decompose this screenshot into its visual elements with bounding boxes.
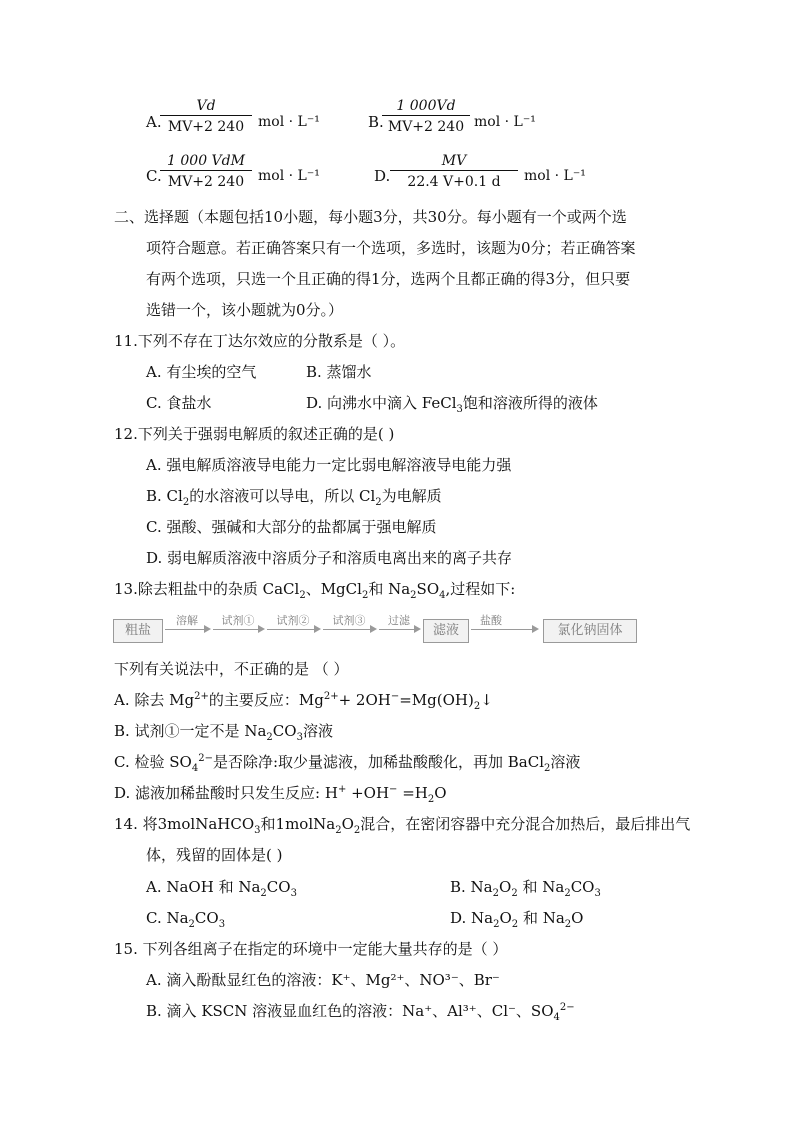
question-15-option-a: A. 滴入酚酞显红色的溶液：K⁺、Mg²⁺、NO³⁻、Br⁻: [146, 971, 500, 989]
question-11-option-a: A. 有尘埃的空气: [146, 363, 257, 381]
flow-arrow: [165, 629, 209, 630]
flow-step-label: 试剂①: [221, 614, 255, 627]
flow-arrow: [379, 629, 419, 630]
flow-step-label: 试剂③: [332, 614, 366, 627]
section-heading-line-2: 项符合题意。若正确答案只有一个选项，多选时，该题为0分；若正确答案: [146, 239, 636, 257]
unit: mol · L⁻¹: [524, 168, 586, 184]
flow-box-end: 氯化钠固体: [543, 619, 637, 643]
flow-box-filtrate: 滤液: [423, 619, 469, 643]
fraction-denominator: MV+2 240: [160, 115, 252, 136]
question-12-stem: 12.下列关于强弱电解质的叙述正确的是( ): [114, 425, 395, 443]
option-label: A.: [146, 113, 162, 131]
question-11-stem: 11.下列不存在丁达尔效应的分散系是（ ）。: [114, 332, 406, 350]
question-12-option-d: D. 弱电解质溶液中溶质分子和溶质电离出来的离子共存: [146, 549, 513, 567]
question-14-stem-line-1: 14. 将3molNaHCO$_3$和$1molNa_2O_2$混合，在密闭容器中充分混合加热后，最后排出气: [114, 815, 691, 836]
flow-step-label: 盐酸: [480, 614, 502, 627]
question-14-option-d: D. $Na_2O_2$ 和 $Na_2O$: [450, 909, 584, 930]
question-13-intro: 下列有关说法中，不正确的是 （ ）: [114, 660, 349, 678]
question-15-option-b: B. 滴入 KSCN 溶液显血红色的溶液：Na⁺、Al³⁺、Cl⁻、$SO_4^{2-}$: [146, 1002, 575, 1023]
fraction-denominator: MV+2 240: [382, 115, 470, 136]
question-13-option-d: D. 滤液加稀盐酸时只发生反应: $H^+ +OH^- =H_2O$: [114, 784, 447, 805]
section-heading-line-1: 二、选择题（本题包括10小题，每小题3分，共30分。每小题有一个或两个选: [114, 208, 627, 226]
flow-arrow: [471, 629, 537, 630]
question-14-option-a: A. NaOH 和 $Na_2CO_3$: [146, 878, 297, 899]
fraction-numerator: MV: [441, 153, 467, 169]
fraction-numerator: 1 000 VdM: [167, 153, 245, 169]
flow-arrow: [267, 629, 319, 630]
option-label: C.: [146, 167, 162, 185]
unit: mol · L⁻¹: [258, 168, 320, 184]
fraction-denominator: 22.4 V+0.1 d: [390, 170, 518, 191]
question-13-option-a: A. 除去 $Mg^{2+}$的主要反应：$Mg^{2+}+$ $2OH^-=Mg(OH)_2↓$: [114, 691, 493, 712]
question-14-option-c: C. $Na_2CO_3$: [146, 909, 226, 930]
unit: mol · L⁻¹: [258, 114, 320, 130]
question-11-option-b: B. 蒸馏水: [306, 363, 372, 381]
question-11-option-d: D. 向沸水中滴入 FeCl$_3$饱和溶液所得的液体: [306, 394, 598, 415]
flow-arrow: [323, 629, 375, 630]
flow-step-label: 溶解: [176, 614, 198, 627]
flow-step-label: 过滤: [388, 614, 410, 627]
question-13-option-c: C. 检验 $SO_4^{2-}$是否除净:取少量滤液，加稀盐酸酸化，再加 BaCl$_2$溶液: [114, 753, 581, 774]
question-14-stem-line-2: 体，残留的固体是( ): [146, 846, 283, 864]
fraction: [390, 152, 518, 191]
fraction-numerator: Vd: [196, 98, 216, 114]
section-heading-line-4: 选错一个，该小题就为0分。）: [146, 301, 344, 319]
section-heading-line-3: 有两个选项，只选一个且正确的得1分，选两个且都正确的得3分，但只要: [146, 270, 631, 288]
option-label: D.: [374, 167, 391, 185]
fraction: [160, 97, 252, 136]
question-12-option-b: B. $Cl_2$的水溶液可以导电，所以 $Cl_2$为电解质: [146, 487, 442, 508]
question-12-option-a: A. 强电解质溶液导电能力一定比弱电解溶液导电能力强: [146, 456, 512, 474]
fraction-numerator: 1 000Vd: [396, 98, 456, 114]
question-11-option-c: C. 食盐水: [146, 394, 212, 412]
flow-step-label: 试剂②: [276, 614, 310, 627]
question-13-option-b: B. 试剂①一定不是 $Na_2CO_3$溶液: [114, 722, 333, 743]
question-13-stem: 13.除去粗盐中的杂质 CaCl$_2$、MgCl$_2$和 $Na_2SO_4$,过程如下:: [114, 580, 516, 601]
fraction-denominator: MV+2 240: [160, 170, 252, 191]
fraction: [382, 97, 470, 136]
process-flow-diagram: [113, 614, 643, 644]
option-label: B.: [368, 113, 384, 131]
flow-box-start: 粗盐: [113, 619, 163, 643]
question-15-stem: 15. 下列各组离子在指定的环境中一定能大量共存的是（ ）: [114, 940, 508, 958]
question-12-option-c: C. 强酸、强碱和大部分的盐都属于强电解质: [146, 518, 437, 536]
flow-arrow: [213, 629, 263, 630]
unit: mol · L⁻¹: [474, 114, 536, 130]
fraction: [160, 152, 252, 191]
question-14-option-b: B. $Na_2O_2$ 和 $Na_2CO_3$: [450, 878, 601, 899]
